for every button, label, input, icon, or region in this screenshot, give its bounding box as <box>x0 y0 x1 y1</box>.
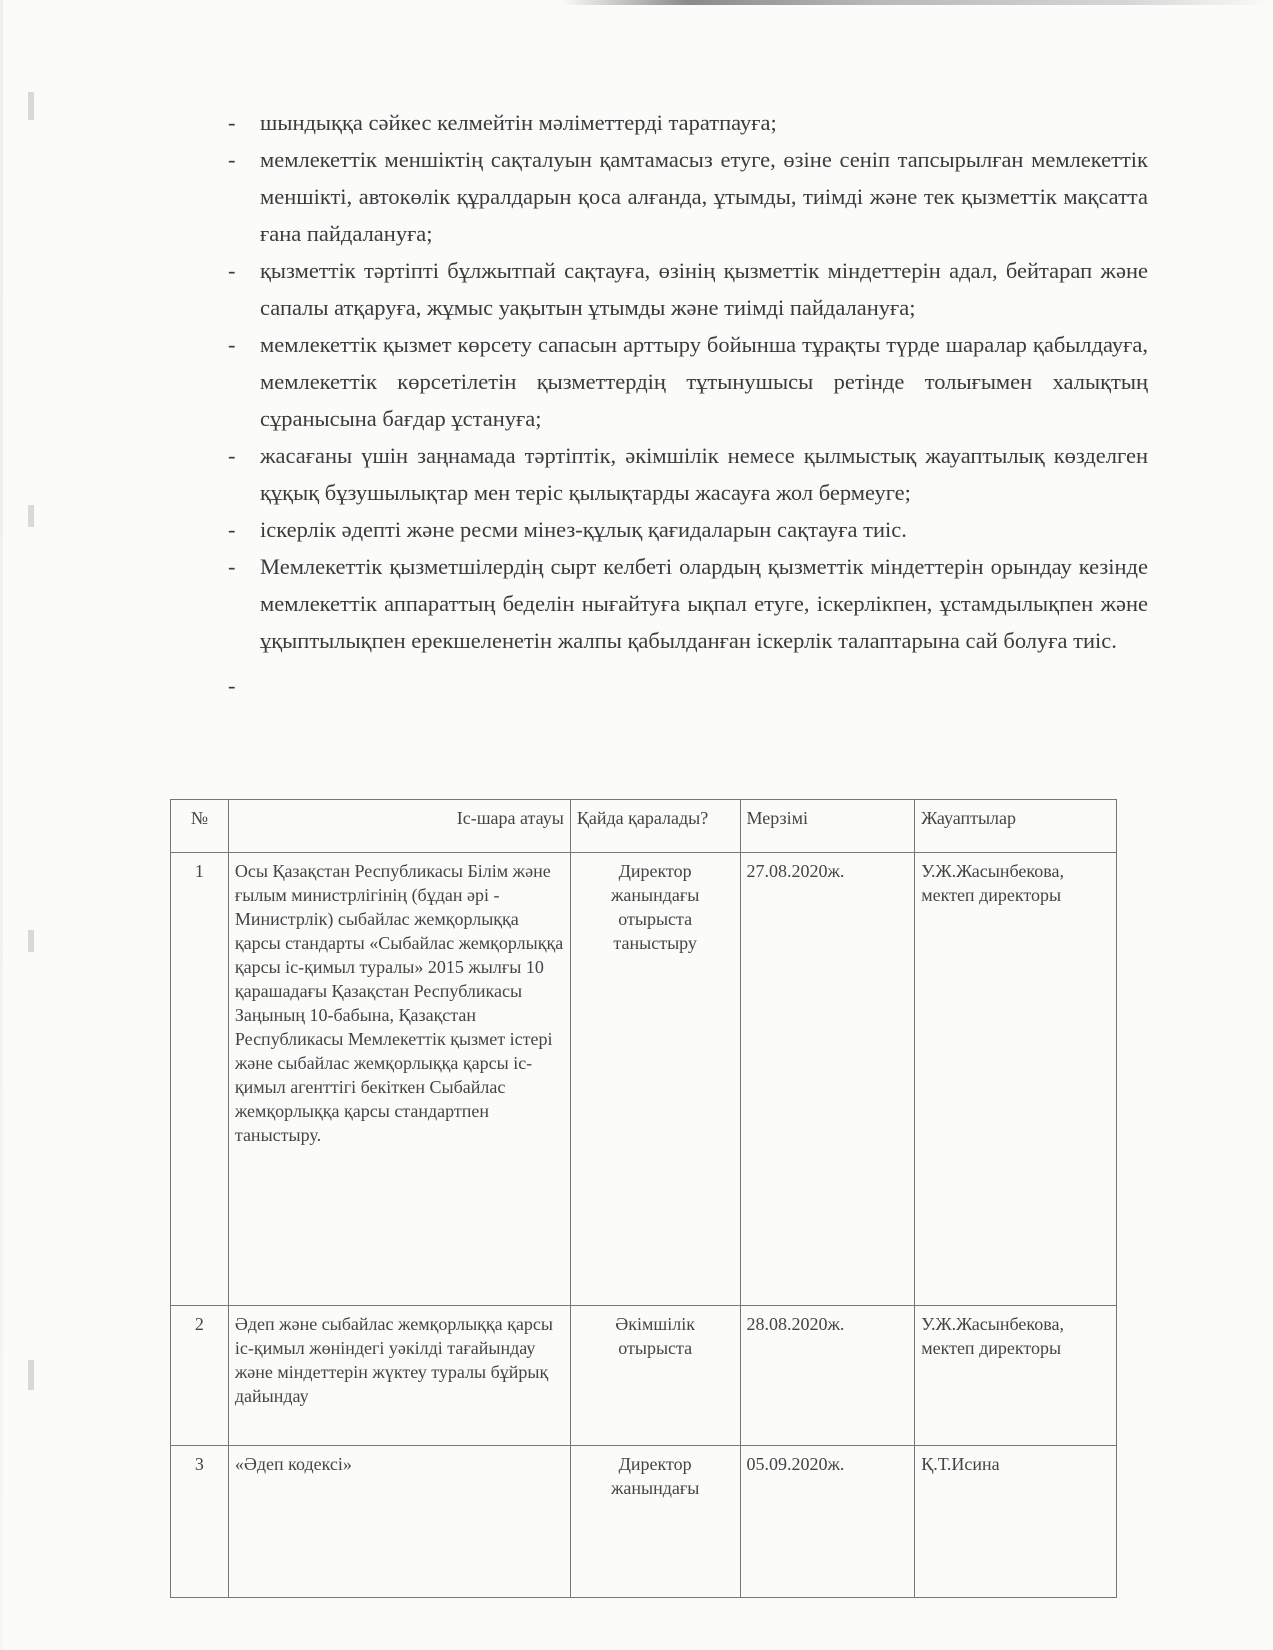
list-item <box>228 511 1148 548</box>
scan-left-edge <box>0 0 3 1650</box>
list-item-text: іскерлік әдепті және ресми мінез-құлық қағидаларын сақтауға тиіс. <box>260 517 907 542</box>
cell-event-name: «Әдеп кодексі» <box>228 1446 570 1598</box>
table-row <box>171 1446 1117 1598</box>
list-item <box>228 252 1148 326</box>
cell-responsible: Қ.Т.Исина <box>915 1446 1117 1598</box>
list-item-text: Мемлекеттік қызметшілердің сырт келбеті олардың қызметтік міндеттерін орындау кезінде мемлекеттік аппараттың беделін нығайтуға ықпал етуге, іскерлікпен, ұстамдылықпен және ұқыптылықпен ерекшеленетін жалпы қабылданған іскерлік талаптарына сай болуға тиіс. <box>260 554 1148 653</box>
cell-event-name: Осы Қазақстан Республикасы Білім және ғылым министрлігінің (бұдан әрі - Министрлік) сыбайлас жемқорлыққа қарсы стандарты «Сыбайлас жемқорлыққа қарсы іс-қимыл туралы» 2015 жылғы 10 қарашадағы Қазақстан Республикасы Заңының 10-бабына, Қазақстан Республикасы Мемлекеттік қызмет істері және сыбайлас жемқорлыққа қарсы іс-қимыл агенттігі бекіткен Сыбайлас жемқорлыққа қарсы стандартпен таныстыру. <box>228 853 570 1306</box>
margin-mark <box>28 92 34 120</box>
cell-number: 1 <box>171 853 229 1306</box>
cell-event-name: Әдеп және сыбайлас жемқорлыққа қарсы іс-қимыл жөніндегі уәкілді тағайындау және міндеттерін жүктеу туралы бұйрық дайындау <box>228 1306 570 1446</box>
list-item-text: мемлекеттік меншіктің сақталуын қамтамасыз етуге, өзіне сеніп тапсырылған мемлекеттік меншікті, автокөлік құралдарын қоса алғанда, ұтымды, тиімді және тек қызметтік мақсатта ғана пайдалануға; <box>260 147 1148 246</box>
bullet-dash: - <box>228 258 236 283</box>
margin-mark <box>28 1360 34 1390</box>
list-item-text: мемлекеттік қызмет көрсету сапасын арттыру бойынша тұрақты түрде шаралар қабылдауға, мемлекеттік көрсетілетін қызметтердің тұтынушысы ретінде толығымен халықтың сұранысына бағдар ұстануға; <box>260 332 1148 431</box>
cell-deadline: 28.08.2020ж. <box>740 1306 915 1446</box>
scan-edge-shadow <box>560 0 1270 5</box>
bullet-dash: - <box>228 517 236 542</box>
bullet-dash: - <box>228 110 236 135</box>
table-row <box>171 1306 1117 1446</box>
obligations-list <box>228 104 1148 704</box>
cell-responsible: У.Ж.Жасынбекова, мектеп директоры <box>915 853 1117 1306</box>
events-table <box>170 799 1117 1598</box>
cell-number: 3 <box>171 1446 229 1598</box>
margin-mark <box>28 505 34 527</box>
list-item <box>228 104 1148 141</box>
list-item <box>228 548 1148 659</box>
header-number: № <box>171 800 229 853</box>
bullet-dash: - <box>228 443 236 468</box>
cell-where-reviewed: Әкімшілік отырыста <box>570 1306 740 1446</box>
cell-deadline: 27.08.2020ж. <box>740 853 915 1306</box>
cell-number: 2 <box>171 1306 229 1446</box>
table-row <box>171 853 1117 1306</box>
header-event-name: Іс-шара атауы <box>228 800 570 853</box>
list-item-text: қызметтік тәртіпті бұлжытпай сақтауға, өзінің қызметтік міндеттерін адал, бейтарап және сапалы атқаруға, жұмыс уақытын ұтымды және тиімді пайдалануға; <box>260 258 1148 320</box>
list-item <box>228 437 1148 511</box>
list-item-text: шындыққа сәйкес келмейтін мәліметтерді таратпауға; <box>260 110 777 135</box>
bullet-dash: - <box>228 673 236 698</box>
cell-responsible: У.Ж.Жасынбекова, мектеп директоры <box>915 1306 1117 1446</box>
header-responsible: Жауаптылар <box>915 800 1117 853</box>
bullet-dash: - <box>228 554 236 579</box>
list-item <box>228 141 1148 252</box>
cell-where-reviewed: Директор жанындағы отырыста таныстыру <box>570 853 740 1306</box>
table-header-row <box>171 800 1117 853</box>
bullet-dash: - <box>228 147 236 172</box>
list-item-empty <box>228 667 1148 704</box>
header-deadline: Мерзімі <box>740 800 915 853</box>
bullet-dash: - <box>228 332 236 357</box>
cell-where-reviewed: Директор жанындағы <box>570 1446 740 1598</box>
cell-deadline: 05.09.2020ж. <box>740 1446 915 1598</box>
list-item-text: жасағаны үшін заңнамада тәртіптік, әкімшілік немесе қылмыстық жауаптылық көзделген құқық бұзушылықтар мен теріс қылықтарды жасауға жол бермеуге; <box>260 443 1148 505</box>
list-item <box>228 326 1148 437</box>
margin-mark <box>28 930 34 952</box>
header-where-reviewed: Қайда қаралады? <box>570 800 740 853</box>
